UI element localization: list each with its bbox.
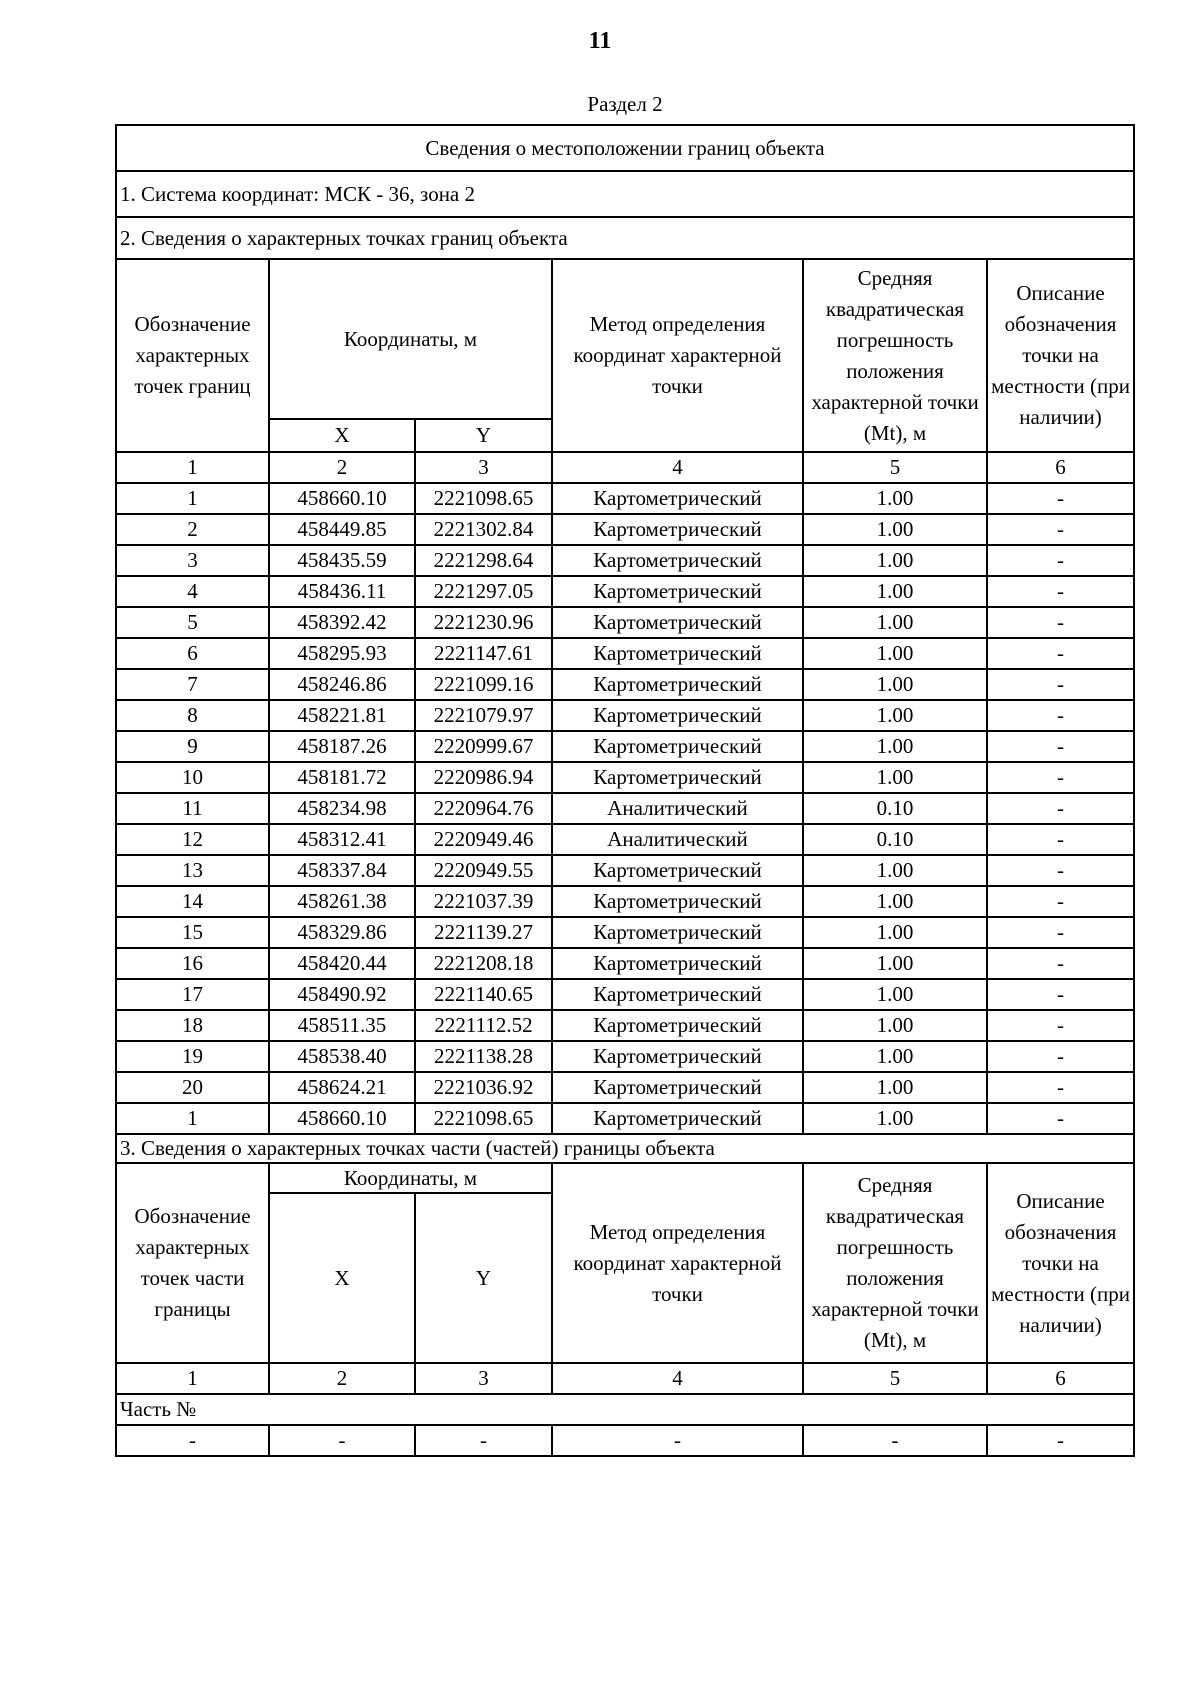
parts-section-title: 3. Сведения о характерных точках части (частей) границы объекта <box>116 1134 1134 1163</box>
point-y: 2221112.52 <box>415 1010 552 1041</box>
point-x: 458329.86 <box>269 917 415 948</box>
point-method: Картометрический <box>552 545 803 576</box>
point-method: Картометрический <box>552 700 803 731</box>
coord-system: 1. Система координат: МСК - 36, зона 2 <box>116 171 1134 217</box>
point-mt: 1.00 <box>803 638 987 669</box>
parts-header-designation: Обозначение характерных точек части границы <box>116 1163 269 1363</box>
point-method: Картометрический <box>552 979 803 1010</box>
column-number: 3 <box>415 452 552 483</box>
point-y: 2221140.65 <box>415 979 552 1010</box>
point-number: 11 <box>116 793 269 824</box>
point-mt: 1.00 <box>803 669 987 700</box>
table-row <box>116 762 1134 793</box>
point-method: Картометрический <box>552 1010 803 1041</box>
point-number: 1 <box>116 483 269 514</box>
point-description: - <box>987 669 1134 700</box>
table-title: Сведения о местоположении границ объекта <box>116 125 1134 171</box>
point-x: 458392.42 <box>269 607 415 638</box>
point-y: 2221302.84 <box>415 514 552 545</box>
point-mt: 1.00 <box>803 545 987 576</box>
point-mt: 0.10 <box>803 824 987 855</box>
point-number: 8 <box>116 700 269 731</box>
table-row <box>116 731 1134 762</box>
point-x: 458420.44 <box>269 948 415 979</box>
column-number: 1 <box>116 1363 269 1394</box>
table-row <box>116 1041 1134 1072</box>
boundary-table <box>115 124 1135 1457</box>
column-numbers-row <box>116 452 1134 483</box>
table-row <box>116 700 1134 731</box>
point-description: - <box>987 762 1134 793</box>
point-number: 9 <box>116 731 269 762</box>
point-number: 14 <box>116 886 269 917</box>
point-x: 458511.35 <box>269 1010 415 1041</box>
point-method: Картометрический <box>552 638 803 669</box>
point-mt: 1.00 <box>803 576 987 607</box>
point-number: 5 <box>116 607 269 638</box>
part-cell: - <box>987 1425 1134 1456</box>
column-number: 5 <box>803 1363 987 1394</box>
point-x: 458312.41 <box>269 824 415 855</box>
point-description: - <box>987 545 1134 576</box>
point-mt: 1.00 <box>803 1041 987 1072</box>
point-mt: 1.00 <box>803 979 987 1010</box>
point-x: 458181.72 <box>269 762 415 793</box>
column-number: 1 <box>116 452 269 483</box>
point-mt: 1.00 <box>803 514 987 545</box>
parts-header-y: Y <box>415 1193 552 1363</box>
point-x: 458234.98 <box>269 793 415 824</box>
point-method: Картометрический <box>552 917 803 948</box>
point-x: 458337.84 <box>269 855 415 886</box>
point-y: 2220949.46 <box>415 824 552 855</box>
table-row <box>116 979 1134 1010</box>
point-method: Картометрический <box>552 607 803 638</box>
point-method: Картометрический <box>552 948 803 979</box>
point-mt: 1.00 <box>803 948 987 979</box>
point-mt: 1.00 <box>803 1010 987 1041</box>
point-mt: 1.00 <box>803 607 987 638</box>
point-number: 18 <box>116 1010 269 1041</box>
point-mt: 1.00 <box>803 855 987 886</box>
point-number: 3 <box>116 545 269 576</box>
table-row <box>116 607 1134 638</box>
point-description: - <box>987 514 1134 545</box>
point-description: - <box>987 1041 1134 1072</box>
point-x: 458538.40 <box>269 1041 415 1072</box>
point-mt: 0.10 <box>803 793 987 824</box>
point-y: 2221099.16 <box>415 669 552 700</box>
part-label: Часть № <box>116 1394 1134 1425</box>
point-y: 2221208.18 <box>415 948 552 979</box>
table-row <box>116 545 1134 576</box>
point-number: 10 <box>116 762 269 793</box>
header-error: Средняя квадратическая погрешность положения характерной точки (Mt), м <box>803 259 987 452</box>
point-y: 2220964.76 <box>415 793 552 824</box>
point-number: 17 <box>116 979 269 1010</box>
header-coordinates: Координаты, м <box>269 259 552 419</box>
column-number: 3 <box>415 1363 552 1394</box>
point-mt: 1.00 <box>803 700 987 731</box>
point-method: Картометрический <box>552 514 803 545</box>
point-method: Картометрический <box>552 855 803 886</box>
part-cell: - <box>552 1425 803 1456</box>
point-description: - <box>987 638 1134 669</box>
point-number: 7 <box>116 669 269 700</box>
table-row <box>116 824 1134 855</box>
point-number: 12 <box>116 824 269 855</box>
point-method: Картометрический <box>552 576 803 607</box>
point-x: 458295.93 <box>269 638 415 669</box>
point-mt: 1.00 <box>803 917 987 948</box>
table-row <box>116 1010 1134 1041</box>
parts-header-method: Метод определения координат характерной точки <box>552 1163 803 1363</box>
point-description: - <box>987 1072 1134 1103</box>
column-number: 5 <box>803 452 987 483</box>
point-description: - <box>987 948 1134 979</box>
points-section-title: 2. Сведения о характерных точках границ объекта <box>116 217 1134 259</box>
point-x: 458660.10 <box>269 1103 415 1134</box>
point-y: 2221297.05 <box>415 576 552 607</box>
table-row <box>116 1072 1134 1103</box>
header-y: Y <box>415 419 552 452</box>
point-x: 458221.81 <box>269 700 415 731</box>
column-number: 4 <box>552 1363 803 1394</box>
column-number: 6 <box>987 1363 1134 1394</box>
point-number: 15 <box>116 917 269 948</box>
point-x: 458490.92 <box>269 979 415 1010</box>
table-row <box>116 638 1134 669</box>
point-y: 2221079.97 <box>415 700 552 731</box>
parts-column-numbers-row <box>116 1363 1134 1394</box>
part-cell: - <box>803 1425 987 1456</box>
point-number: 20 <box>116 1072 269 1103</box>
header-description: Описание обозначения точки на местности (при наличии) <box>987 259 1134 452</box>
point-y: 2221298.64 <box>415 545 552 576</box>
point-description: - <box>987 917 1134 948</box>
point-number: 2 <box>116 514 269 545</box>
point-number: 16 <box>116 948 269 979</box>
point-description: - <box>987 700 1134 731</box>
point-y: 2221098.65 <box>415 1103 552 1134</box>
part-cell: - <box>116 1425 269 1456</box>
point-method: Картометрический <box>552 1103 803 1134</box>
point-y: 2221147.61 <box>415 638 552 669</box>
point-description: - <box>987 793 1134 824</box>
point-number: 1 <box>116 1103 269 1134</box>
header-designation: Обозначение характерных точек границ <box>116 259 269 452</box>
point-description: - <box>987 1010 1134 1041</box>
point-x: 458187.26 <box>269 731 415 762</box>
point-method: Аналитический <box>552 824 803 855</box>
point-x: 458449.85 <box>269 514 415 545</box>
point-method: Картометрический <box>552 1041 803 1072</box>
point-y: 2220999.67 <box>415 731 552 762</box>
point-x: 458436.11 <box>269 576 415 607</box>
parts-header-x: X <box>269 1193 415 1363</box>
table-row <box>116 669 1134 700</box>
point-method: Картометрический <box>552 669 803 700</box>
point-method: Картометрический <box>552 1072 803 1103</box>
point-x: 458246.86 <box>269 669 415 700</box>
point-description: - <box>987 1103 1134 1134</box>
point-method: Картометрический <box>552 762 803 793</box>
point-mt: 1.00 <box>803 483 987 514</box>
table-row <box>116 1103 1134 1134</box>
point-number: 13 <box>116 855 269 886</box>
table-row <box>116 793 1134 824</box>
part-cell: - <box>269 1425 415 1456</box>
point-method: Аналитический <box>552 793 803 824</box>
column-number: 2 <box>269 452 415 483</box>
parts-header-error: Средняя квадратическая погрешность положения характерной точки (Mt), м <box>803 1163 987 1363</box>
table-row <box>116 886 1134 917</box>
point-number: 4 <box>116 576 269 607</box>
point-mt: 1.00 <box>803 762 987 793</box>
point-y: 2220986.94 <box>415 762 552 793</box>
parts-header-coordinates: Координаты, м <box>269 1163 552 1193</box>
point-y: 2221138.28 <box>415 1041 552 1072</box>
point-description: - <box>987 979 1134 1010</box>
point-y: 2221098.65 <box>415 483 552 514</box>
point-mt: 1.00 <box>803 886 987 917</box>
part-row <box>116 1425 1134 1456</box>
table-row <box>116 855 1134 886</box>
point-method: Картометрический <box>552 731 803 762</box>
point-description: - <box>987 731 1134 762</box>
column-number: 2 <box>269 1363 415 1394</box>
point-description: - <box>987 824 1134 855</box>
point-x: 458261.38 <box>269 886 415 917</box>
point-y: 2221036.92 <box>415 1072 552 1103</box>
point-number: 19 <box>116 1041 269 1072</box>
part-cell: - <box>415 1425 552 1456</box>
column-number: 4 <box>552 452 803 483</box>
point-x: 458435.59 <box>269 545 415 576</box>
table-row <box>116 917 1134 948</box>
point-description: - <box>987 576 1134 607</box>
point-method: Картометрический <box>552 886 803 917</box>
point-y: 2221139.27 <box>415 917 552 948</box>
section-label: Раздел 2 <box>587 92 663 116</box>
point-x: 458660.10 <box>269 483 415 514</box>
point-y: 2220949.55 <box>415 855 552 886</box>
column-number: 6 <box>987 452 1134 483</box>
point-mt: 1.00 <box>803 1072 987 1103</box>
point-mt: 1.00 <box>803 731 987 762</box>
point-description: - <box>987 886 1134 917</box>
point-description: - <box>987 483 1134 514</box>
point-x: 458624.21 <box>269 1072 415 1103</box>
table-row <box>116 576 1134 607</box>
point-mt: 1.00 <box>803 1103 987 1134</box>
table-row <box>116 483 1134 514</box>
table-row <box>116 948 1134 979</box>
point-y: 2221230.96 <box>415 607 552 638</box>
page-number: 11 <box>588 28 612 54</box>
parts-header-description: Описание обозначения точки на местности (при наличии) <box>987 1163 1134 1363</box>
header-method: Метод определения координат характерной точки <box>552 259 803 452</box>
header-x: X <box>269 419 415 452</box>
point-description: - <box>987 855 1134 886</box>
point-method: Картометрический <box>552 483 803 514</box>
table-row <box>116 514 1134 545</box>
point-description: - <box>987 607 1134 638</box>
point-y: 2221037.39 <box>415 886 552 917</box>
point-number: 6 <box>116 638 269 669</box>
